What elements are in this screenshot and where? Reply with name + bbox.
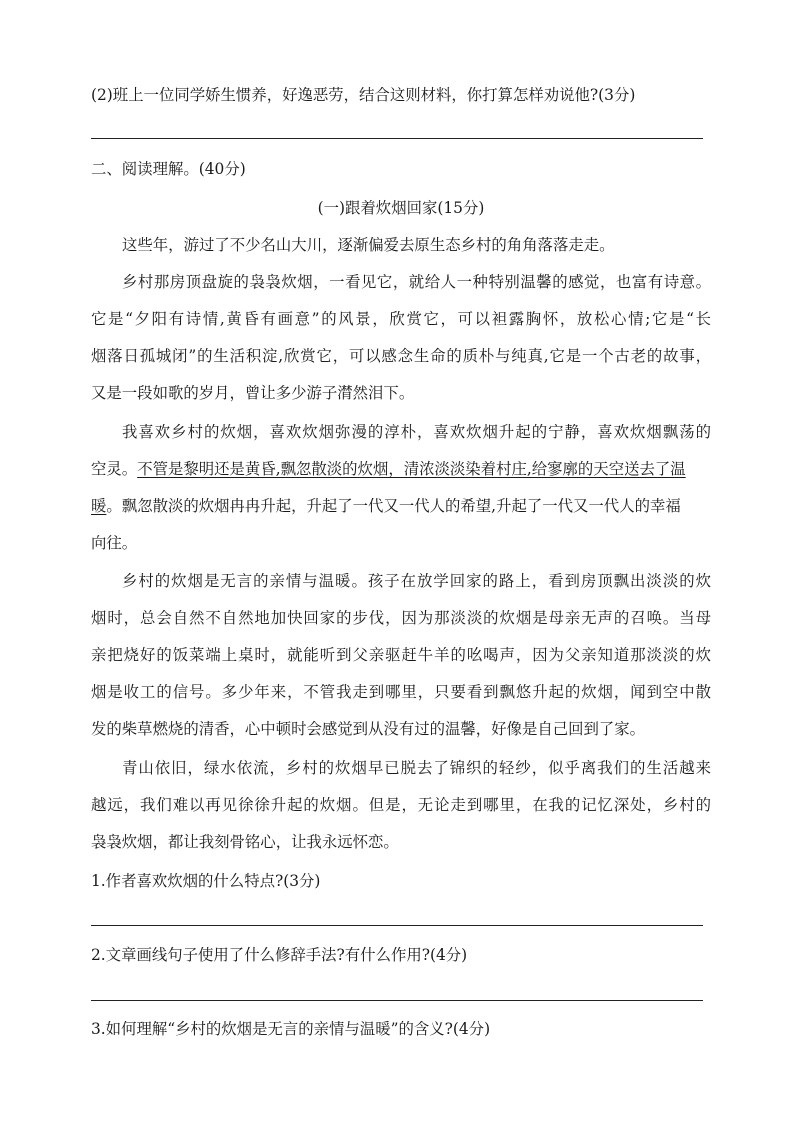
passage-p2-line-2: 它是“夕阳有诗情,黄昏有画意”的风景，欣赏它，可以袒露胸怀，放松心情;它是“长 <box>91 310 711 328</box>
passage-p5-line-3: 袅袅炊烟，都让我刻骨铭心，让我永远怀恋。 <box>91 833 399 851</box>
passage-p3-line-4: 向往。 <box>91 534 138 552</box>
answer-line-1 <box>91 925 703 926</box>
passage-p3-line-1: 我喜欢乡村的炊烟，喜欢炊烟弥漫的淳朴，喜欢炊烟升起的宁静，喜欢炊烟飘荡的 <box>122 423 711 441</box>
answer-line <box>91 138 703 139</box>
passage-p3-plain-text-2: 。飘忽散淡的炊烟冉冉升起，升起了一代又一代人的希望,升起了一代又一代人的幸福 <box>106 497 681 515</box>
passage-p4-line-5: 发的柴草燃烧的清香，心中顿时会感觉到从没有过的温馨，好像是自己回到了家。 <box>91 720 646 738</box>
question-3: 3.如何理解“乡村的炊烟是无言的亲情与温暖”的含义?(4分) <box>91 1020 491 1038</box>
section-heading: 二、阅读理解。(40分) <box>91 160 246 178</box>
passage-p4-line-1: 乡村的炊烟是无言的亲情与温暖。孩子在放学回家的路上，看到房顶飘出淡淡的炊 <box>122 572 711 590</box>
passage-p4-line-3: 亲把烧好的饭菜端上桌时，就能听到父亲驱赶牛羊的吆喝声，因为父亲知道那淡淡的炊 <box>91 646 711 664</box>
passage-p2-line-4: 又是一段如歌的岁月，曾让多少游子潸然泪下。 <box>91 384 415 402</box>
question-2: 2.文章画线句子使用了什么修辞手法?有什么作用?(4分) <box>91 946 468 964</box>
passage-p3-plain-text: 空灵。 <box>91 460 138 478</box>
passage-p5-line-2: 越远，我们难以再见徐徐升起的炊烟。但是，无论走到哪里，在我的记忆深处，乡村的 <box>91 796 711 814</box>
question-1: 1.作者喜欢炊烟的什么特点?(3分) <box>91 872 321 890</box>
underlined-sentence: 不管是黎明还是黄昏,飘忽散淡的炊烟，清浓淡淡染着村庄,给寥廓的天空送去了温 <box>137 460 686 478</box>
underlined-sentence-end: 暖 <box>91 497 107 515</box>
passage-p2-line-1: 乡村那房顶盘旋的袅袅炊烟，一看见它，就给人一种特别温馨的感觉，也富有诗意。 <box>122 273 711 291</box>
passage-p4-line-2: 烟时，总会自然不自然地加快回家的步伐，因为那淡淡的炊烟是母亲无声的召唤。当母 <box>91 609 711 627</box>
question-prev-2: (2)班上一位同学娇生惯养，好逸恶劳，结合这则材料，你打算怎样劝说他?(3分) <box>91 86 636 104</box>
answer-line-2 <box>91 1000 703 1001</box>
passage-p4-line-4: 烟是收工的信号。多少年来，不管我走到哪里，只要看到飘悠升起的炊烟，闻到空中散 <box>91 683 711 701</box>
passage-p3-line-3 <box>91 495 711 517</box>
passage-title: (一)跟着炊烟回家(15分) <box>317 199 485 217</box>
passage-paragraph-1: 这些年，游过了不少名山大川，逐渐偏爱去原生态乡村的角角落落走走。 <box>122 236 615 254</box>
passage-p5-line-1: 青山依旧，绿水依流，乡村的炊烟早已脱去了锦织的轻纱，似乎离我们的生活越来 <box>122 759 711 777</box>
passage-p3-line-2 <box>91 458 711 480</box>
passage-p2-line-3: 烟落日孤城闭”的生活积淀,欣赏它，可以感念生命的质朴与纯真,它是一个古老的故事， <box>91 347 711 365</box>
